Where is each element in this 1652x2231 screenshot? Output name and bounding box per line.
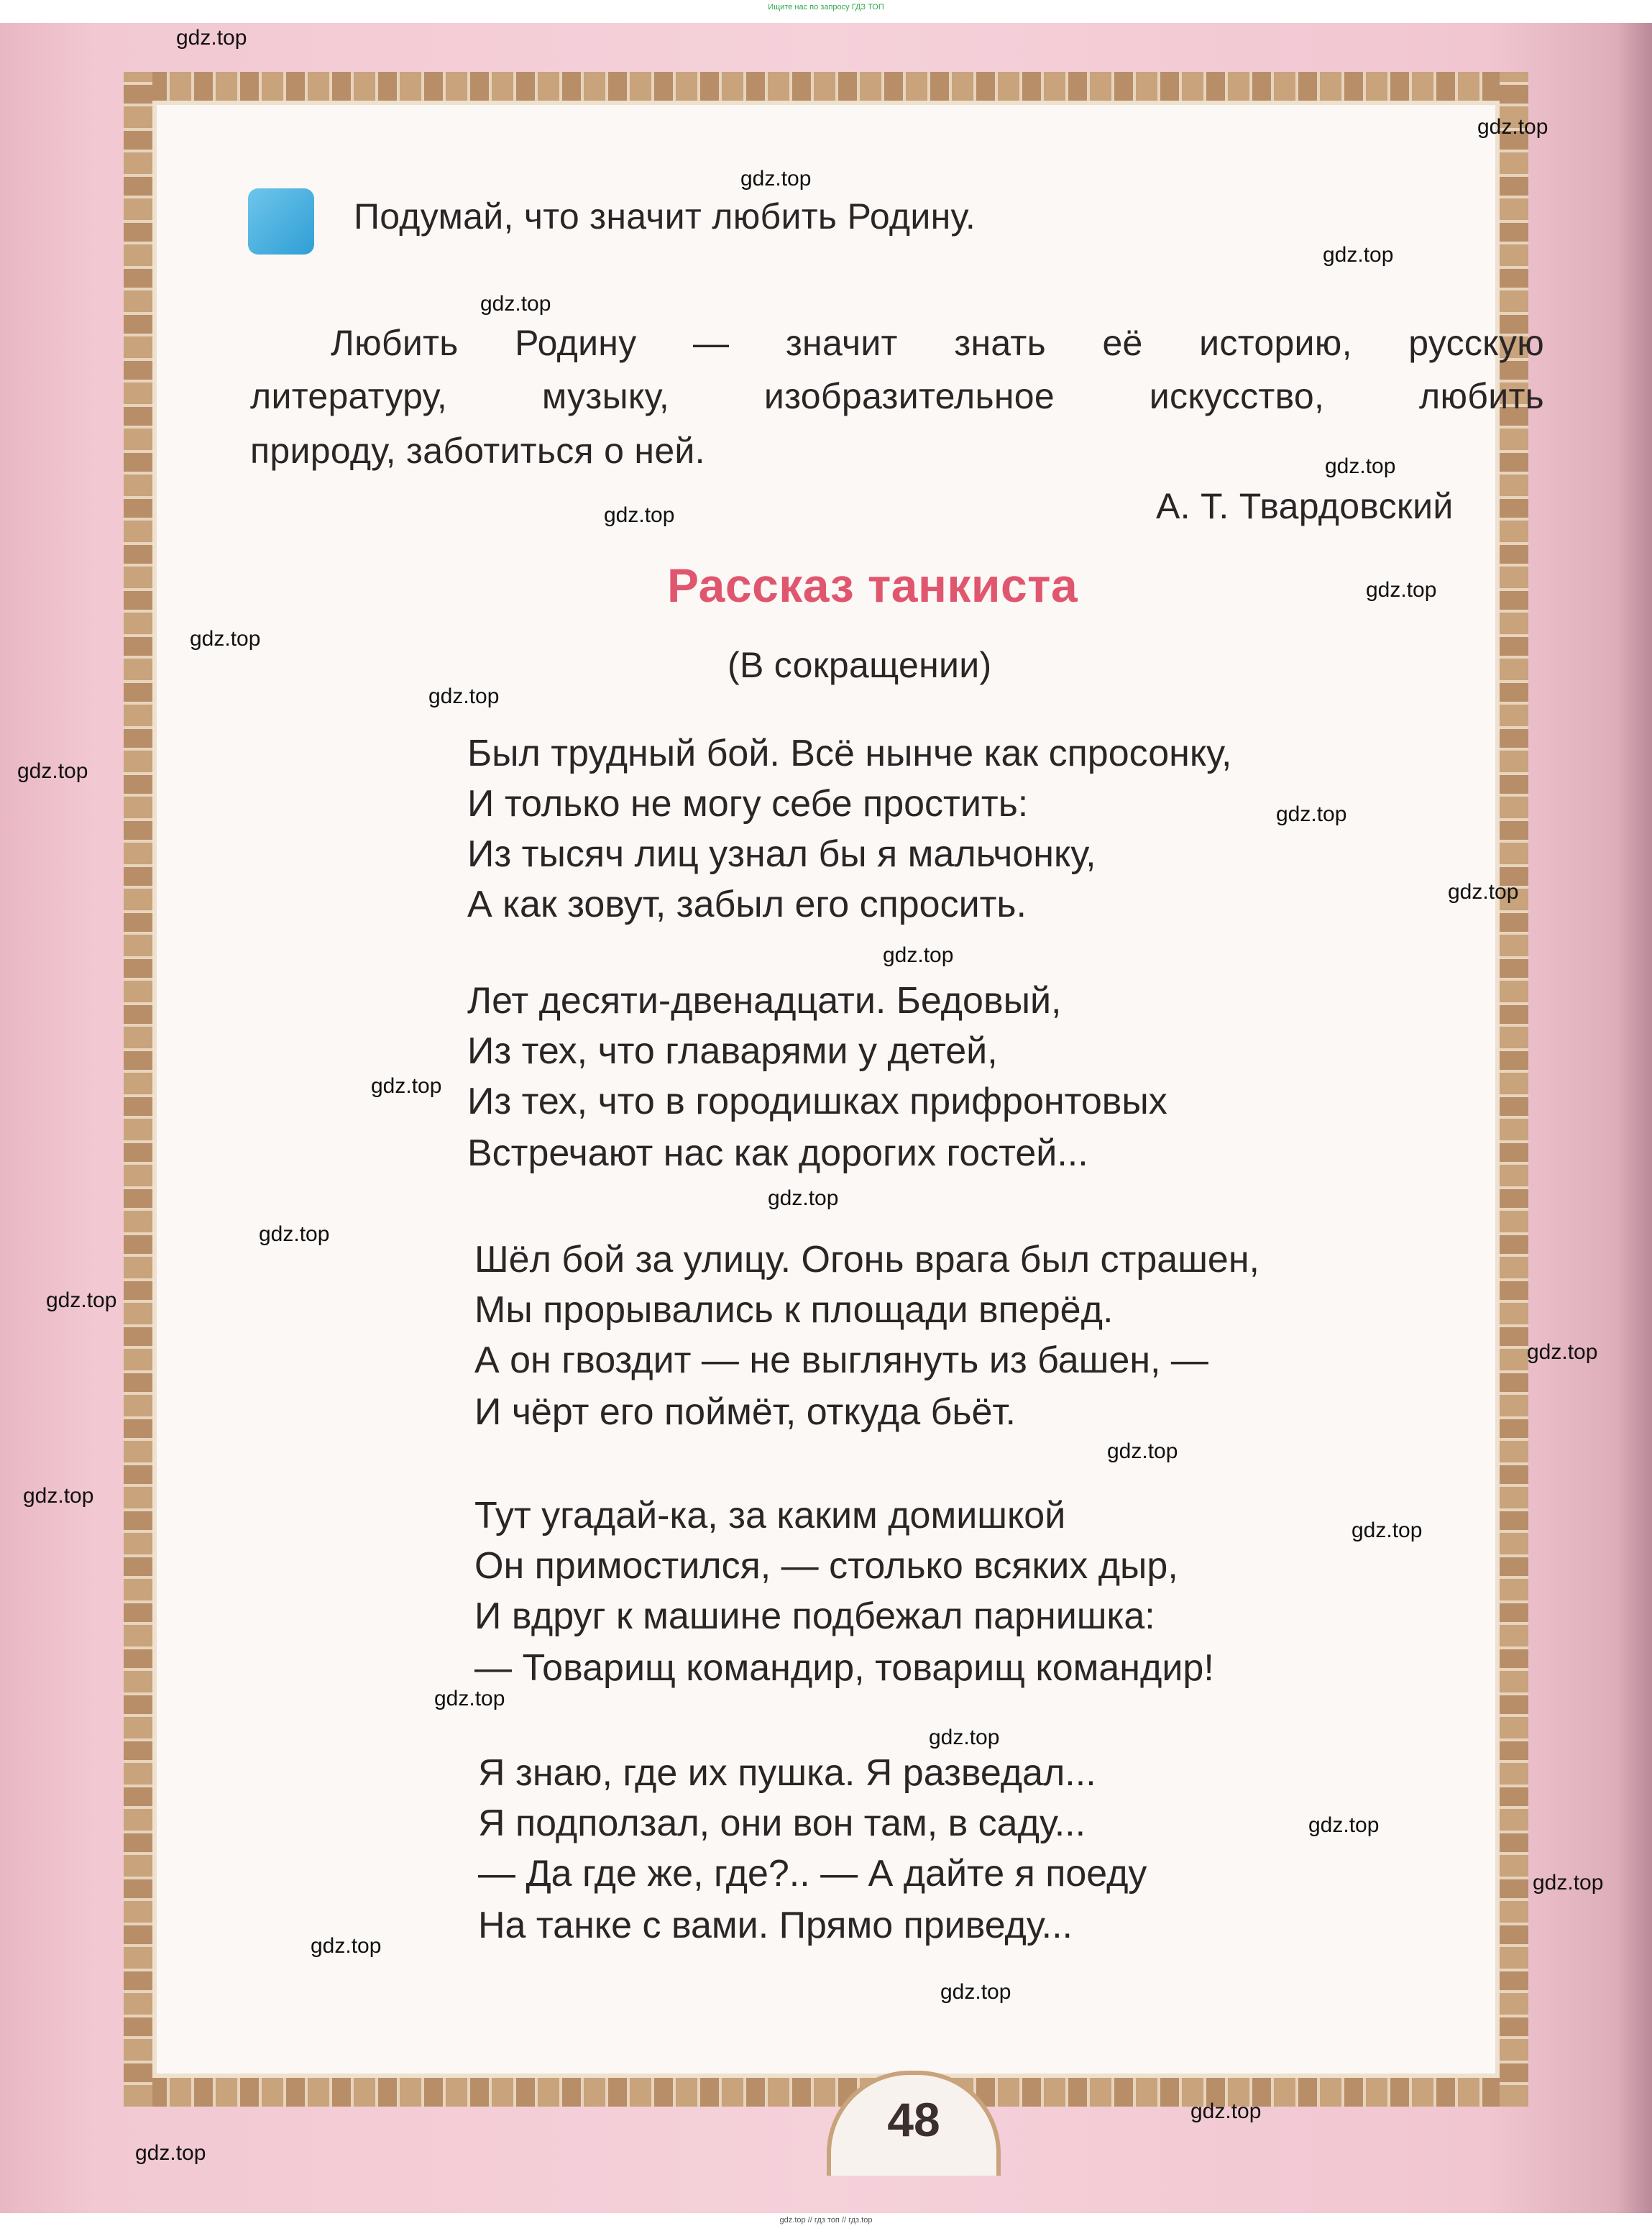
watermark-text: gdz.top	[604, 503, 675, 527]
poem-line: Шёл бой за улицу. Огонь врага был страшен,	[474, 1239, 1259, 1281]
watermark-text: gdz.top	[1276, 802, 1347, 826]
watermark-text: gdz.top	[1533, 1871, 1604, 1895]
poem-line: Он примостился, — столько всяких дыр,	[474, 1545, 1178, 1587]
poem-line: Мы прорывались к площади вперёд.	[474, 1289, 1114, 1331]
poem-line: Из тех, что в городишках прифронтовых	[467, 1081, 1167, 1122]
watermark-text: gdz.top	[371, 1074, 442, 1098]
watermark-text: gdz.top	[46, 1288, 117, 1312]
intro-question: Подумай, что значит любить Родину.	[354, 196, 976, 237]
poem-line: И чёрт его поймёт, откуда бьёт.	[474, 1391, 1016, 1433]
quote-line-2: литературу, музыку, изобразительное искусство, любить	[250, 376, 1544, 416]
watermark-text: gdz.top	[1190, 2099, 1262, 2123]
watermark-text: gdz.top	[1308, 1813, 1380, 1837]
frame-ornament-left	[124, 72, 152, 2107]
poem-line: Из тысяч лиц узнал бы я мальчонку,	[467, 833, 1096, 875]
task-square-icon	[248, 188, 314, 255]
watermark-text: gdz.top	[1352, 1518, 1423, 1542]
watermark-text: gdz.top	[428, 684, 500, 708]
watermark-text: gdz.top	[883, 943, 954, 967]
watermark-text: gdz.top	[740, 167, 812, 191]
watermark-text: gdz.top	[1325, 454, 1396, 478]
poem-title: Рассказ танкиста	[667, 559, 1078, 612]
frame-ornament-top	[124, 72, 1528, 101]
watermark-text: gdz.top	[176, 26, 247, 50]
watermark-text: gdz.top	[1477, 115, 1548, 139]
watermark-text: gdz.top	[1366, 578, 1437, 602]
poem-line: Тут угадай-ка, за каким домишкой	[474, 1495, 1066, 1536]
poem-line: И только не могу себе простить:	[467, 783, 1029, 825]
watermark-text: gdz.top	[135, 2141, 206, 2165]
poem-line: Был трудный бой. Всё нынче как спросонку,	[467, 733, 1232, 774]
watermark-text: gdz.top	[259, 1222, 330, 1246]
watermark-text: gdz.top	[768, 1186, 839, 1210]
poem-line: А как зовут, забыл его спросить.	[467, 884, 1027, 925]
poem-line: На танке с вами. Прямо приведу...	[478, 1905, 1073, 1946]
watermark-text: gdz.top	[480, 292, 551, 316]
poem-line: Из тех, что главарями у детей,	[467, 1030, 998, 1072]
page-spine-shadow	[1616, 23, 1652, 2213]
watermark-text: gdz.top	[190, 627, 261, 651]
poem-line: — Да где же, где?.. — А дайте я поеду	[478, 1853, 1147, 1895]
quote-line-3: природу, заботиться о ней.	[250, 431, 705, 471]
watermark-text: gdz.top	[940, 1980, 1011, 2004]
poem-line: А он гвоздит — не выглянуть из башен, —	[474, 1339, 1208, 1381]
watermark-text: gdz.top	[929, 1726, 1000, 1749]
poem-line: Лет десяти-двенадцати. Бедовый,	[467, 980, 1062, 1022]
watermark-text: gdz.top	[17, 759, 88, 783]
bottom-notice: gdz.top // гдз топ // гдз.top	[779, 2216, 873, 2225]
top-notice: Ищите нас по запросу ГДЗ ТОП	[768, 3, 884, 12]
watermark-text: gdz.top	[1323, 243, 1394, 267]
quote-author: А. Т. Твардовский	[1156, 486, 1454, 526]
watermark-text: gdz.top	[311, 1934, 382, 1958]
watermark-text: gdz.top	[1527, 1340, 1598, 1364]
watermark-text: gdz.top	[1107, 1439, 1178, 1463]
page-number: 48	[887, 2093, 940, 2146]
poem-line: — Товарищ командир, товарищ командир!	[474, 1647, 1214, 1689]
poem-subtitle: (В сокращении)	[728, 645, 992, 685]
watermark-text: gdz.top	[434, 1687, 505, 1710]
watermark-text: gdz.top	[23, 1484, 94, 1508]
poem-line: Встречают нас как дорогих гостей...	[467, 1132, 1088, 1174]
poem-line: Я подползал, они вон там, в саду...	[478, 1802, 1086, 1844]
frame-ornament-bottom	[124, 2078, 1528, 2107]
watermark-text: gdz.top	[1448, 880, 1519, 904]
quote-line-1: Любить Родину — значит знать её историю, русскую	[331, 323, 1544, 363]
poem-line: И вдруг к машине подбежал парнишка:	[474, 1595, 1155, 1637]
poem-line: Я знаю, где их пушка. Я разведал...	[478, 1752, 1096, 1794]
